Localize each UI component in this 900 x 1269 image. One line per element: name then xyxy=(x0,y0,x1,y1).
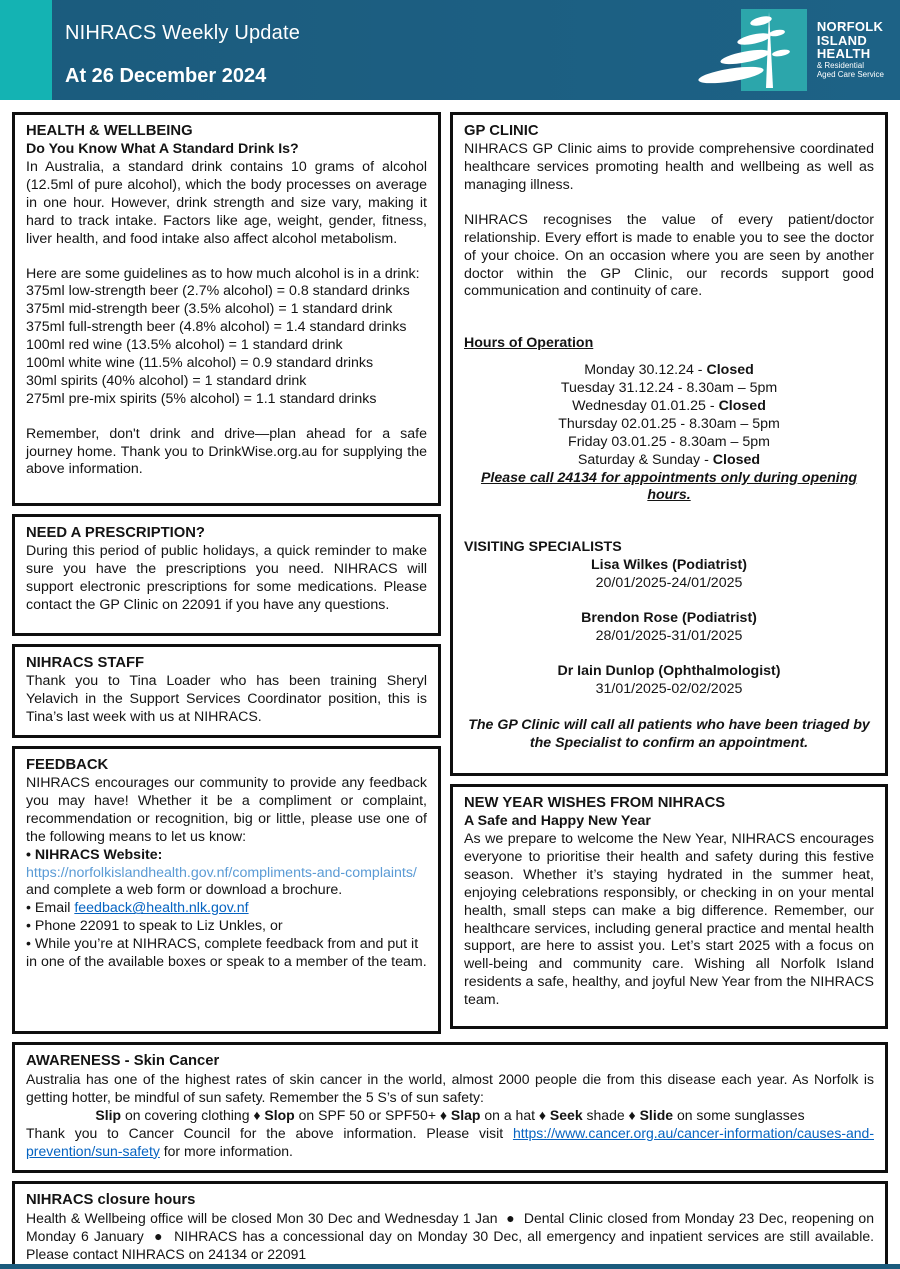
footer-accent-bar xyxy=(0,1264,900,1269)
visiting-specialists-list xyxy=(464,557,874,698)
staff-heading: NIHRACS STAFF xyxy=(26,655,145,671)
logo-line-norfolk: NORFOLK xyxy=(816,19,884,35)
awareness-heading: AWARENESS - Skin Cancer xyxy=(26,1052,220,1069)
hours-of-operation-heading: Hours of Operation xyxy=(464,335,594,352)
section-feedback xyxy=(12,746,441,1034)
awareness-paragraph: Australia has one of the highest rates of skin cancer in the world, almost 2000 people die from this disease each year. As Norfolk is getting hotter, be mindful of sun safety. Remember the 5 S’s of sun safety: xyxy=(26,1071,874,1105)
feedback-bullet-item xyxy=(26,865,427,901)
new-year-subheading: A Safe and Happy New Year xyxy=(464,813,651,830)
text-segment: Seek xyxy=(549,1106,583,1123)
newsletter-title: NIHRACS Weekly Update xyxy=(65,22,301,44)
hours-line: Monday 30.12.24 - Closed xyxy=(584,362,754,379)
compliments-and-complaints-link[interactable]: https://norfolkislandhealth.gov.nf/compliments-and-complaints/ xyxy=(26,864,417,881)
cancer-council-paragraph xyxy=(26,1125,874,1160)
guidelines-intro: Here are some guidelines as to how much alcohol is in a drink: xyxy=(26,265,420,282)
specialist-line: Dr Iain Dunlop (Ophthalmologist) xyxy=(557,662,781,679)
section-awareness-skin-cancer xyxy=(12,1042,888,1173)
feedback-heading: FEEDBACK xyxy=(26,756,109,773)
triage-note: The GP Clinic will call all patients who have been triaged by the Specialist to confirm an appointment. xyxy=(468,716,870,752)
content-area xyxy=(12,112,888,1269)
newsletter-date: At 26 December 2024 xyxy=(65,65,267,87)
section-nihracs-staff xyxy=(12,644,441,738)
hours-line: Friday 03.01.25 - 8.30am – 5pm xyxy=(568,433,770,450)
prescription-heading: NEED A PRESCRIPTION? xyxy=(26,525,205,541)
hours-line: Saturday & Sunday - Closed xyxy=(577,451,761,468)
logo-line-agedcare: Aged Care Service xyxy=(816,70,884,80)
spacer xyxy=(464,301,874,318)
health-wellbeing-heading: HEALTH & WELLBEING xyxy=(26,123,193,139)
drink-guidelines-list xyxy=(26,283,427,408)
text-segment: Thank you to Cancer Council for the above information. Please visit xyxy=(26,1125,513,1142)
feedback-bullet-list xyxy=(26,847,427,972)
text-segment: Closed xyxy=(712,451,761,468)
drink-guideline-item: 100ml white wine (11.5% alcohol) = 0.9 standard drinks xyxy=(26,355,374,372)
text-segment: on covering clothing ♦ xyxy=(121,1106,265,1123)
closure-hours-paragraph: Health & Wellbeing office will be closed Mon 30 Dec and Wednesday 1 Jan ● Dental Clinic closed from Monday 23 Dec, reopening on Monday 6 January ● NIHRACS has a concessional day on Monday 30 Dec, all emergency and inpatient services are still available. Please contact NIHRACS on 24134 or 22091 xyxy=(26,1210,874,1262)
section-need-a-prescription xyxy=(12,514,441,636)
drink-guideline-item: 375ml mid-strength beer (3.5% alcohol) = 1 standard drink xyxy=(26,301,393,318)
pine-tree-icon xyxy=(691,9,813,91)
feedback-bullet-item xyxy=(26,847,427,865)
feedback-email-link[interactable]: feedback@health.nlk.gov.nf xyxy=(74,900,249,917)
specialist-line: 28/01/2025-31/01/2025 xyxy=(595,627,743,644)
spacer xyxy=(26,409,427,426)
logo-line-residential: & Residential xyxy=(816,60,864,70)
hours-line: Thursday 02.01.25 - 8.30am – 5pm xyxy=(558,415,780,432)
drink-guideline-item: 275ml pre-mix spirits (5% alcohol) = 1.1 standard drinks xyxy=(26,390,377,407)
text-segment: • NIHRACS Website: xyxy=(26,846,163,863)
specialist-line: Lisa Wilkes (Podiatrist) xyxy=(591,557,747,574)
drinkwise-paragraph: Remember, don't drink and drive—plan ahead for a safe journey home. Thank you to DrinkWise.org.au for supplying the above information. xyxy=(26,425,427,478)
gp-clinic-heading: GP CLINIC xyxy=(464,123,539,139)
text-segment: Slip xyxy=(95,1106,122,1123)
hours-line: Tuesday 31.12.24 - 8.30am – 5pm xyxy=(560,380,778,397)
text-segment: Slap xyxy=(450,1106,481,1123)
right-column xyxy=(450,112,888,1037)
section-closure-hours xyxy=(12,1181,888,1269)
text-segment: shade ♦ xyxy=(582,1106,640,1123)
staff-paragraph: Thank you to Tina Loader who has been training Sheryl Yelavich in the Support Services Coordinator position, this is Tina’s last week with us at NIHRACS. xyxy=(26,673,427,726)
text-segment: Slop xyxy=(264,1106,295,1123)
new-year-heading: NEW YEAR WISHES FROM NIHRACS xyxy=(464,795,726,811)
sun-safety-slogan xyxy=(26,1107,874,1124)
specialist-line: 20/01/2025-24/01/2025 xyxy=(595,575,743,592)
specialist-line: Brendon Rose (Podiatrist) xyxy=(581,610,757,627)
spacer xyxy=(26,249,427,266)
spacer xyxy=(464,195,874,212)
gp-clinic-paragraph-2: NIHRACS recognises the value of every patient/doctor relationship. Every effort is made to enable you to see the doctor of your choice. On an occasion where you are seen by another doctor within the GP Clinic, our records support good communication and continuity of care. xyxy=(464,211,874,300)
prescription-paragraph: During this period of public holidays, a quick reminder to make sure you have the prescriptions you need. NIHRACS will support electronic prescriptions for some medications. Please contact the GP Clinic on 22091 if you have any questions. xyxy=(26,543,427,613)
appointments-note: Please call 24134 for appointments only during opening hours. xyxy=(480,469,858,504)
hours-line: Wednesday 01.01.25 - Closed xyxy=(572,398,766,415)
spacer xyxy=(464,505,874,522)
feedback-bullet-item: • While you’re at NIHRACS, complete feedback from and put it in one of the available boxes or speak to a member of the team. xyxy=(26,936,427,971)
logo-line-health: HEALTH xyxy=(816,46,871,62)
left-column xyxy=(12,112,441,1042)
standard-drink-subheading: Do You Know What A Standard Drink Is? xyxy=(26,141,299,158)
cancer-council-link[interactable]: https://www.cancer.org.au/cancer-information/causes-and-prevention/sun-safety xyxy=(26,1125,874,1159)
feedback-bullet-item: • Email feedback@health.nlk.gov.nf xyxy=(26,900,249,917)
section-new-year-wishes xyxy=(450,784,888,1029)
text-segment: on a hat ♦ xyxy=(480,1106,550,1123)
logo-line-island: ISLAND xyxy=(816,32,868,48)
drink-guideline-item: 100ml red wine (13.5% alcohol) = 1 standard drink xyxy=(26,337,343,354)
text-segment: and complete a web form or download a brochure. xyxy=(26,882,343,899)
section-health-wellbeing xyxy=(12,112,441,506)
text-segment: on SPF 50 or SPF50+ ♦ xyxy=(294,1106,451,1123)
text-segment: Closed xyxy=(718,398,766,415)
norfolk-island-health-logo xyxy=(691,9,884,91)
header-accent-stripe xyxy=(0,0,52,100)
text-segment: Slide xyxy=(639,1106,674,1123)
header-banner xyxy=(0,0,900,100)
text-segment: for more information. xyxy=(159,1142,293,1159)
spacer xyxy=(464,353,874,362)
drink-guideline-item: 375ml full-strength beer (4.8% alcohol) = 1.4 standard drinks xyxy=(26,319,407,336)
text-segment: Closed xyxy=(706,362,754,379)
drink-guideline-item: 375ml low-strength beer (2.7% alcohol) = 0.8 standard drinks xyxy=(26,283,410,300)
visiting-specialists-heading: VISITING SPECIALISTS xyxy=(464,539,622,556)
standard-drink-paragraph: In Australia, a standard drink contains 10 grams of alcohol (12.5ml of pure alcohol), which the body processes on average in one hour. However, drink strength and size vary, making it hard to track intake. Factors like age, weight, gender, fitness, liver health, and food intake also affect alcohol metabolism. xyxy=(26,159,427,247)
gp-clinic-paragraph-1: NIHRACS GP Clinic aims to provide comprehensive coordinated healthcare services promoting health and wellbeing as well as managing illness. xyxy=(464,141,874,194)
section-gp-clinic xyxy=(450,112,888,776)
new-year-paragraph: As we prepare to welcome the New Year, NIHRACS encourages everyone to prioritise their health and safety during this festive season. Whether it’s staying hydrated in the summer heat, enjoying celebrations responsibly, or checking in on your mental health, small steps can make a big difference. Remember, our healthcare services, including general practice and mental health support, are here to assist you. Let’s start 2025 with a focus on well-being and community care. Wishing all Norfolk Island residents a safe, healthy, and joyful New Year from the NIHRACS team. xyxy=(464,831,874,1009)
logo-text xyxy=(817,20,884,80)
feedback-intro-paragraph: NIHRACS encourages our community to provide any feedback you may have! Whether it be a compliment or complaint, recommendation or recognition, big or little, please use one of the following means to let us know: xyxy=(26,775,427,845)
feedback-bullet-item: • Phone 22091 to speak to Liz Unkles, or xyxy=(26,918,283,935)
drink-guideline-item: 30ml spirits (40% alcohol) = 1 standard drink xyxy=(26,372,307,389)
closure-hours-heading: NIHRACS closure hours xyxy=(26,1191,196,1208)
specialist-line: 31/01/2025-02/02/2025 xyxy=(595,680,743,697)
text-segment: on some sunglasses xyxy=(673,1106,805,1123)
hours-of-operation-list xyxy=(464,362,874,469)
